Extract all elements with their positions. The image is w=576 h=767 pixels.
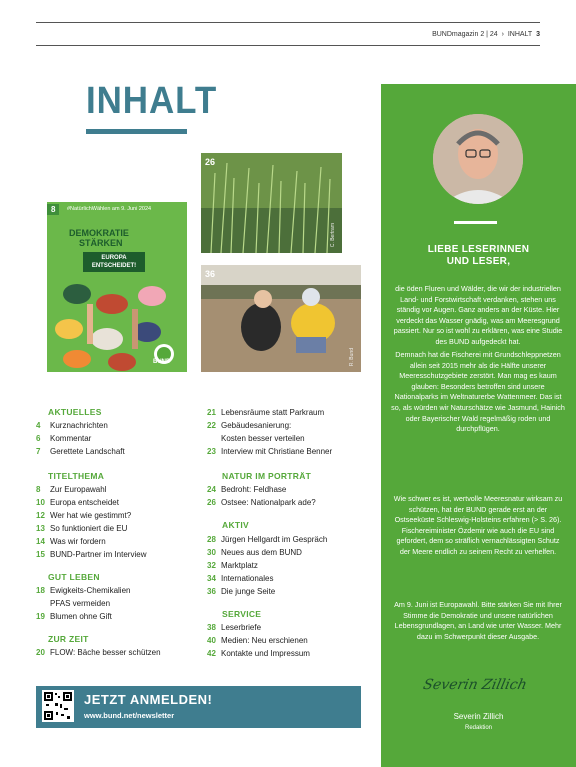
editor-name: Severin Zillich bbox=[453, 712, 504, 721]
cover-image[interactable] bbox=[47, 202, 187, 372]
running-header: BUNDmagazin 2 | 24 › INHALT 3 bbox=[432, 31, 540, 38]
header-rule bbox=[36, 45, 540, 46]
toc-entry[interactable]: 36 Die junge Seite bbox=[207, 587, 276, 596]
signature: Severin Zillich bbox=[421, 677, 529, 693]
cover-logo: BUND bbox=[153, 359, 171, 365]
toc-entry[interactable]: 18 Ewigkeits-Chemikalien bbox=[36, 586, 131, 595]
toc-entry[interactable]: 15 BUND-Partner im Interview bbox=[36, 550, 147, 559]
cover-page-badge: 8 bbox=[47, 204, 59, 215]
toc-entry[interactable]: Kosten besser verteilen bbox=[221, 434, 305, 443]
kids-page-number: 36 bbox=[205, 269, 216, 279]
qr-code-icon[interactable] bbox=[42, 690, 74, 722]
toc-entry[interactable]: PFAS vermeiden bbox=[50, 599, 111, 608]
cover-illustration bbox=[47, 274, 187, 372]
editorial-greeting: LIEBE LESERINNEN UND LESER, bbox=[427, 244, 530, 267]
toc-entry[interactable]: 28 Jürgen Hellgardt im Gespräch bbox=[207, 535, 328, 544]
toc-entry[interactable]: 23 Interview mit Christiane Benner bbox=[207, 447, 333, 456]
toc-entry[interactable]: 13 So funktioniert die EU bbox=[36, 524, 128, 533]
cover-hashtag: #NatürlichWählen am 9. Juni 2024 bbox=[67, 206, 152, 212]
editorial-paragraph-4: Am 9. Juni ist Europawahl. Bitte stärken Sie mit Ihrer Stimme die Demokratie und unsere natürlichen Lebensgrundlagen, an Land wie unter Wasser. Mehr dazu im Schwerpunkt dieser Ausgabe. bbox=[394, 600, 562, 641]
toc-entry[interactable]: 40 Medien: Neu erschienen bbox=[207, 636, 308, 645]
toc-section-title: SERVICE bbox=[222, 609, 262, 619]
toc-entry[interactable]: 7 Gerettete Landschaft bbox=[36, 447, 125, 456]
toc-entry[interactable]: 42 Kontakte und Impressum bbox=[207, 649, 310, 658]
toc-entry[interactable]: 12 Wer hat wie gestimmt? bbox=[36, 511, 132, 520]
toc-entry[interactable]: 38 Leserbriefe bbox=[207, 623, 262, 632]
top-rule bbox=[36, 22, 540, 23]
toc-entry[interactable]: 30 Neues aus dem BUND bbox=[207, 548, 302, 557]
kids-illustration bbox=[201, 265, 361, 372]
toc-entry[interactable]: 24 Bedroht: Feldhase bbox=[207, 485, 287, 494]
toc-entry[interactable]: 22 Gebäudesanierung: bbox=[207, 421, 292, 430]
page-number: 3 bbox=[536, 31, 540, 38]
section-label: INHALT bbox=[507, 31, 533, 38]
toc-entry[interactable]: 10 Europa entscheidet bbox=[36, 498, 119, 507]
editorial-paragraph-2: Demnach hat die Fischerei mit Grundschleppnetzen allein seit 2015 mehr als die Hälfte unserer Meeresschutzgebiete zerstört. Man mag es kaum glauben: Besonders betroffen sind unsere Nationalparks im Weltnaturerbe Wattenmeer. Das ist so, als würden wir Naturschätze wie Jasmund, Hainich oder Bayerischer Wald regelmäßig roden und durchpflügen. bbox=[391, 350, 565, 434]
toc-entry[interactable]: 20 FLOW: Bäche besser schützen bbox=[36, 648, 161, 657]
toc-entry[interactable]: 34 Internationales bbox=[207, 574, 274, 583]
editor-portrait bbox=[433, 114, 523, 204]
page-title: INHALT bbox=[86, 80, 218, 122]
toc-entry[interactable]: 4 Kurznachrichten bbox=[36, 421, 108, 430]
kids-image[interactable] bbox=[201, 265, 361, 372]
editorial-paragraph-1: die öden Fluren und Wälder, die wir der industriellen Land- und Forstwirtschaft verdanken, stehen uns ständig vor Augen. Ganz anders an der Küste. Hier verdeckt das Wasser gnädig, was am Meeresgrund passiert. Nur so ist wohl zu erklären, was eine Studie des BUND aufgedeckt hat. bbox=[393, 284, 563, 346]
toc-section-title: TITELTHEMA bbox=[48, 471, 105, 481]
cover-headline: DEMOKRATIE STÄRKEN bbox=[69, 228, 129, 248]
grass-page-number: 26 bbox=[205, 157, 216, 167]
toc-entry[interactable]: 21 Lebensräume statt Parkraum bbox=[207, 408, 325, 417]
editorial-divider bbox=[454, 221, 497, 224]
newsletter-link[interactable]: www.bund.net/newsletter bbox=[84, 711, 175, 720]
editorial-paragraph-3: Wie schwer es ist, wertvolle Meeresnatur wirksam zu schützen, hat der BUND gerade erst an der Ostseeküste Schleswig-Holsteins erfahren (> S. 26). Fischereiminister Özdemir wie auch die EU sind gefordert, dem so sträflich vernachlässigten Schutz der Meere endlich zu seinem Recht zu verhelfen. bbox=[393, 494, 563, 556]
cover-subline: EUROPA ENTSCHEIDET! bbox=[83, 252, 145, 272]
toc-section-title: AKTUELLES bbox=[48, 407, 102, 417]
grass-credit: C. Bertram bbox=[330, 222, 336, 247]
toc-section-title: NATUR IM PORTRÄT bbox=[222, 471, 312, 481]
toc-section-title: GUT LEBEN bbox=[48, 572, 100, 582]
grass-illustration bbox=[201, 153, 342, 253]
magazine-label: BUNDmagazin 2 | 24 bbox=[432, 31, 498, 38]
toc-entry[interactable]: 32 Marktplatz bbox=[207, 561, 258, 570]
grass-image[interactable] bbox=[201, 153, 342, 253]
newsletter-title: JETZT ANMELDEN! bbox=[84, 692, 213, 707]
toc-section-title: AKTIV bbox=[222, 520, 249, 530]
toc-section-title: ZUR ZEIT bbox=[48, 634, 89, 644]
editor-role: Redaktion bbox=[464, 725, 493, 731]
toc-entry[interactable]: 6 Kommentar bbox=[36, 434, 92, 443]
toc-entry[interactable]: 8 Zur Europawahl bbox=[36, 485, 107, 494]
title-underline bbox=[86, 129, 187, 134]
toc-entry[interactable]: 26 Ostsee: Nationalpark ade? bbox=[207, 498, 316, 507]
kids-credit: R. Bund bbox=[349, 347, 355, 366]
toc-entry[interactable]: 19 Blumen ohne Gift bbox=[36, 612, 112, 621]
toc-entry[interactable]: 14 Was wir fordern bbox=[36, 537, 106, 546]
